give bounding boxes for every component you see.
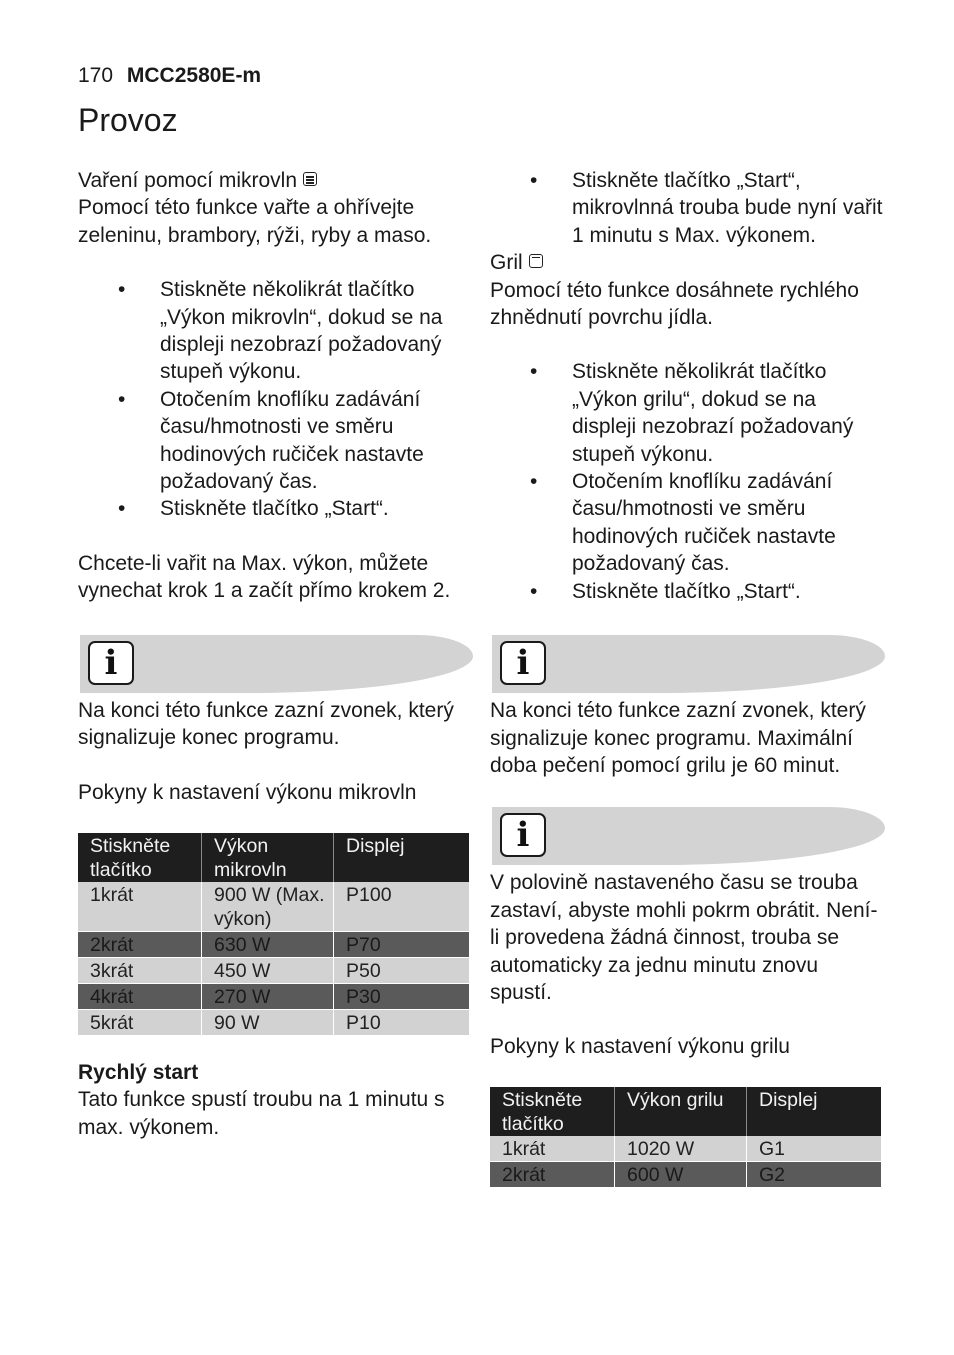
microwave-mode-icon xyxy=(303,172,317,186)
table-row: 1krát 900 W (Max. výkon) P100 xyxy=(78,882,469,932)
grill-table-heading: Pokyny k nastavení výkonu grilu xyxy=(490,1035,790,1059)
right-column xyxy=(490,167,885,1187)
grill-mode-icon xyxy=(529,254,543,268)
table-header: Displej xyxy=(747,1087,882,1136)
grill-steps-list xyxy=(490,358,885,605)
info-banner xyxy=(492,807,885,865)
info-text: V polovině nastaveného času se trouba zastaví, abyste mohli pokrm obrátit. Není-li provedena žádná činnost, trouba se automaticky za jednu minutu znovu spustí. xyxy=(490,871,878,1004)
info-banner xyxy=(80,635,473,693)
table-header: Displej xyxy=(334,833,470,882)
page-number: 170 xyxy=(78,64,114,87)
table-row: 2krát 600 W G2 xyxy=(490,1161,881,1187)
table-row: 1krát 1020 W G1 xyxy=(490,1136,881,1162)
micro-heading: Vaření pomocí mikrovln xyxy=(78,167,473,194)
list-item: • Otočením knoflíku zadávání času/hmotnosti ve směru hodinových ručiček nastavte požadovaný čas. xyxy=(118,387,424,494)
quick-start-steps-list xyxy=(490,167,885,249)
table-header: Výkon mikrovln xyxy=(202,833,334,882)
bullet-icon: • xyxy=(118,497,126,521)
page-title: Provoz xyxy=(78,102,178,138)
grill-power-table xyxy=(490,1087,881,1187)
info-icon: i xyxy=(88,641,134,685)
model-name: MCC2580E-m xyxy=(126,64,262,87)
micro-intro: Pomocí této funkce vařte a ohřívejte zeleninu, brambory, rýži, ryby a maso. xyxy=(78,196,432,247)
table-header: Výkon grilu xyxy=(615,1087,747,1136)
bullet-icon: • xyxy=(118,387,126,411)
micro-power-table xyxy=(78,833,469,1035)
micro-table-heading: Pokyny k nastavení výkonu mikrovln xyxy=(78,780,417,804)
list-item: • Stiskněte několikrát tlačítko „Výkon mikrovln“, dokud se na displeji nezobrazí požadovaný stupeň výkonu. xyxy=(118,278,443,384)
grill-intro: Pomocí této funkce dosáhnete rychlého zhnědnutí povrchu jídla. xyxy=(490,278,859,330)
info-icon: i xyxy=(500,641,546,685)
list-item: • Stiskněte několikrát tlačítko „Výkon grilu“, dokud se na displeji nezobrazí požadovaný stupeň výkonu. xyxy=(530,360,854,466)
table-row: 4krát 270 W P30 xyxy=(78,983,469,1009)
table-row: 5krát 90 W P10 xyxy=(78,1009,469,1035)
list-item: • Stiskněte tlačítko „Start“, mikrovlnná trouba bude nyní vařit 1 minutu s Max. výkonem. xyxy=(530,169,883,247)
list-item: • Stiskněte tlačítko „Start“. xyxy=(490,578,885,605)
bullet-icon: • xyxy=(118,278,126,302)
list-item: • Otočením knoflíku zadávání času/hmotnosti ve směru hodinových ručiček nastavte požadovaný čas. xyxy=(530,470,836,576)
info-text: Na konci této funkce zazní zvonek, který signalizuje konec programu. xyxy=(78,698,454,750)
left-column xyxy=(78,167,473,1141)
bullet-icon: • xyxy=(530,360,538,384)
list-item: • Stiskněte tlačítko „Start“. xyxy=(78,495,473,522)
bullet-icon: • xyxy=(530,579,538,603)
table-header: Stiskněte tlačítko xyxy=(490,1087,615,1136)
quick-start-text: Tato funkce spustí troubu na 1 minutu s max. výkonem. xyxy=(78,1088,445,1139)
bullet-icon: • xyxy=(530,169,538,192)
table-header: Stiskněte tlačítko xyxy=(78,833,202,882)
info-banner xyxy=(492,635,885,693)
grill-heading: Gril xyxy=(490,249,885,276)
table-row: 3krát 450 W P50 xyxy=(78,957,469,983)
bullet-icon: • xyxy=(530,470,538,494)
table-row: 2krát 630 W P70 xyxy=(78,931,469,957)
info-text: Na konci této funkce zazní zvonek, který signalizuje konec programu. Maximální doba pečení pomocí grilu je 60 minut. xyxy=(490,699,866,777)
page-header xyxy=(78,64,261,88)
max-power-note: Chcete-li vařit na Max. výkon, můžete vynechat krok 1 a začít přímo krokem 2. xyxy=(78,551,451,603)
info-icon: i xyxy=(500,813,546,857)
micro-steps-list xyxy=(78,276,473,523)
quick-start-heading: Rychlý start xyxy=(78,1060,199,1084)
